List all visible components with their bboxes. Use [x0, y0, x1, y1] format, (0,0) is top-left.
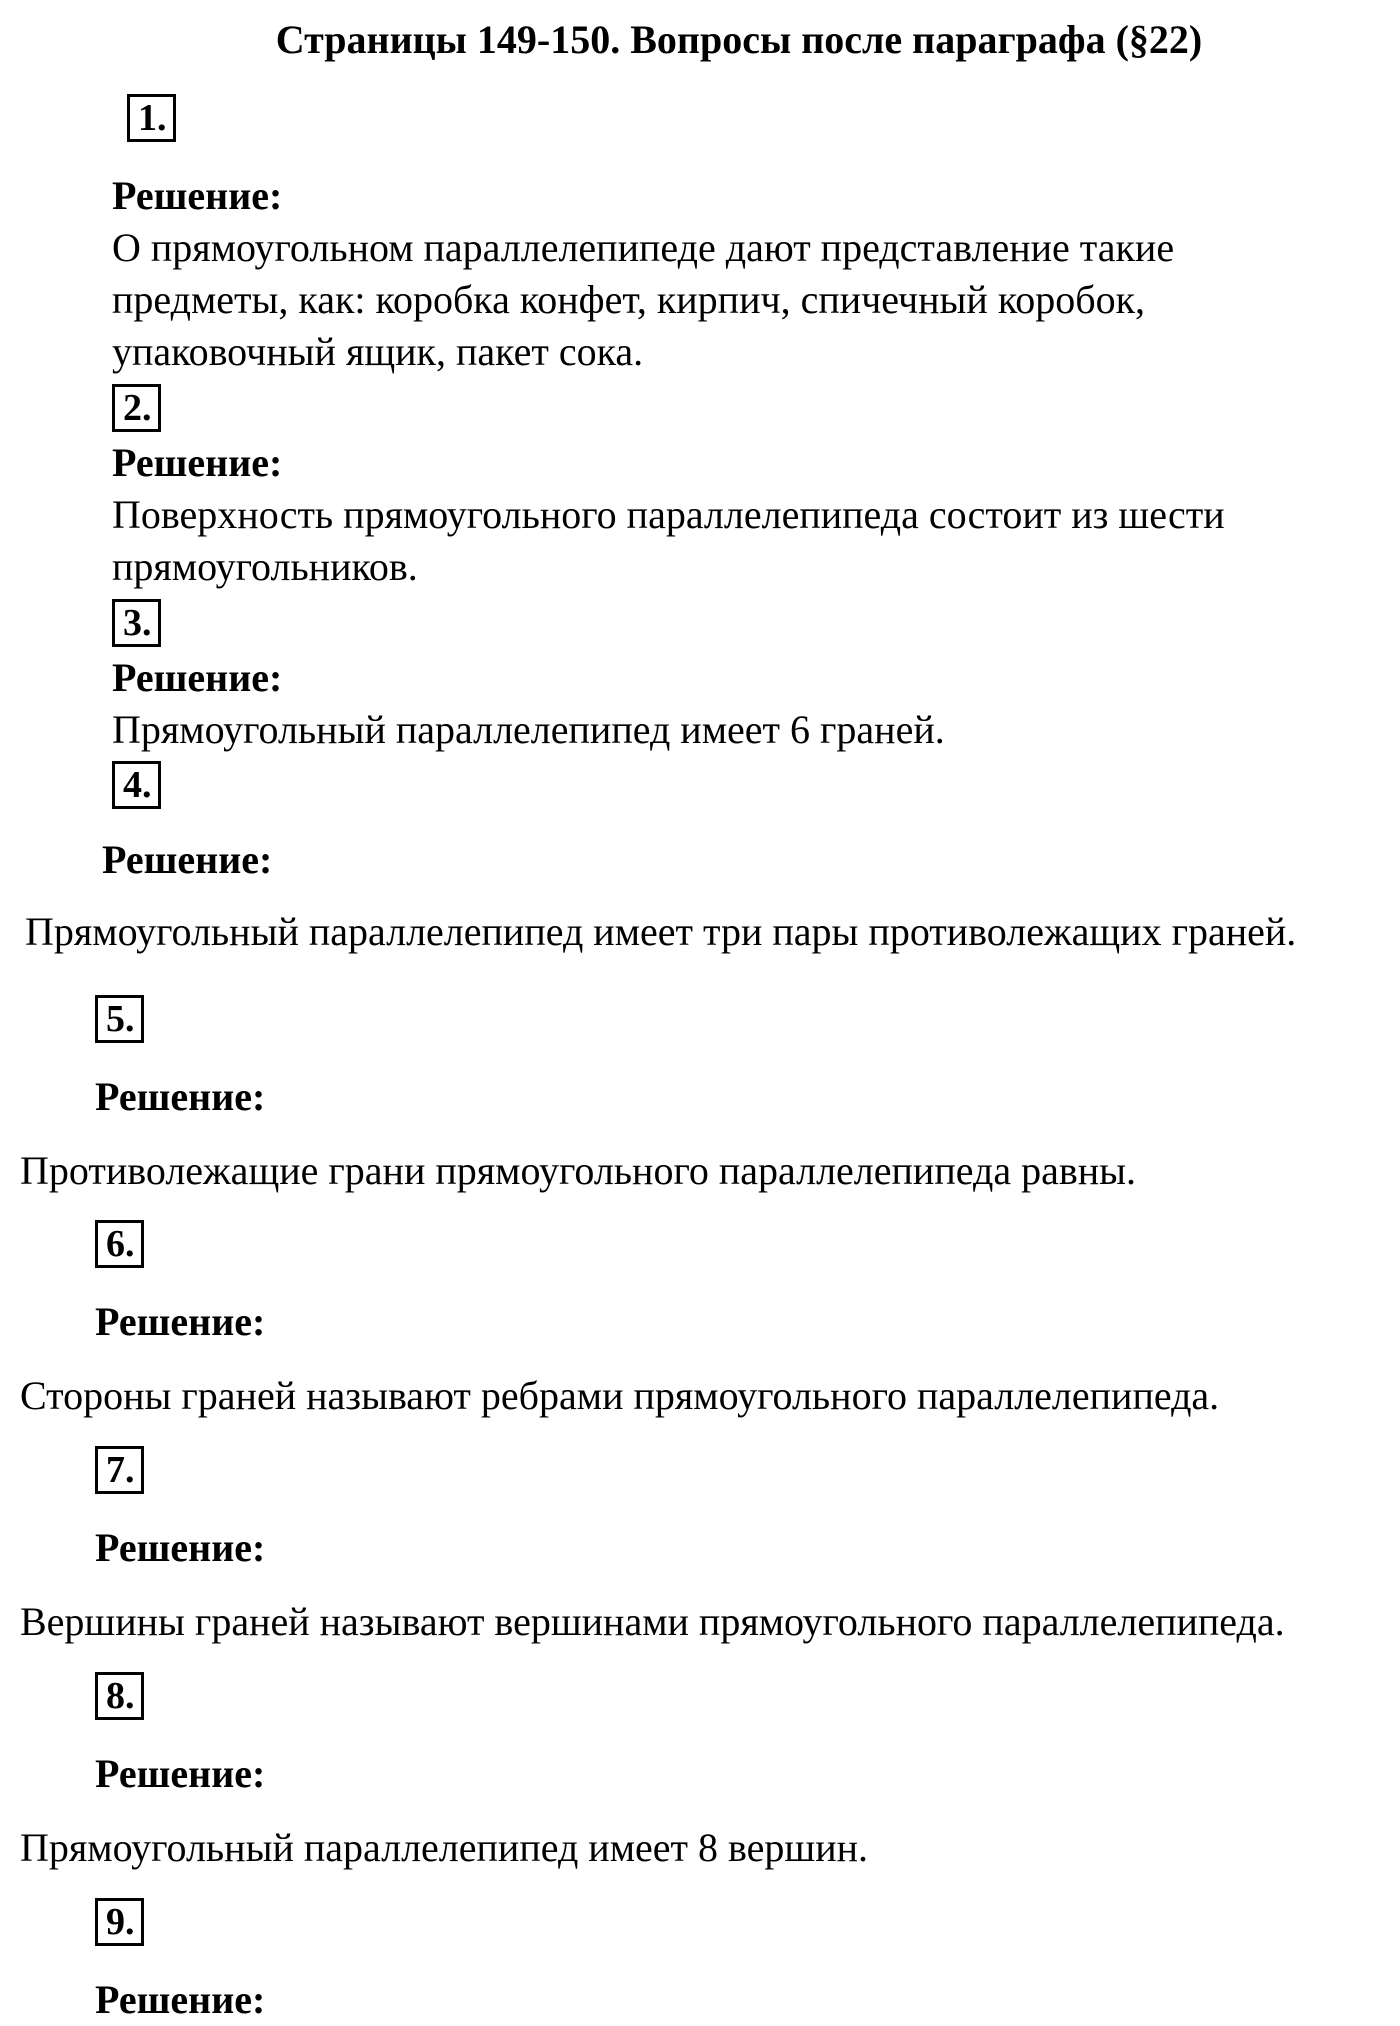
answer-4-line-1: Прямоугольный параллелепипед имеет три пары противолежащих граней.	[25, 909, 1297, 954]
answer-1-line-1: О прямоугольном параллелепипеде дают представление такие	[112, 225, 1175, 270]
question-number-6: 6.	[95, 1220, 144, 1268]
solution-label-5: Решение:	[95, 1074, 266, 1119]
solution-label-7: Решение:	[95, 1525, 266, 1570]
solution-label-4: Решение:	[102, 837, 273, 882]
question-number-7: 7.	[95, 1446, 144, 1494]
answer-1-line-3: упаковочный ящик, пакет сока.	[112, 329, 644, 374]
answer-5-line-1: Противолежащие грани прямоугольного параллелепипеда равны.	[20, 1148, 1136, 1193]
answer-8-line-1: Прямоугольный параллелепипед имеет 8 вершин.	[20, 1825, 869, 1870]
question-number-5: 5.	[95, 995, 144, 1043]
answer-2-line-1: Поверхность прямоугольного параллелепипеда состоит из шести	[112, 492, 1225, 537]
answer-6-line-1: Стороны граней называют ребрами прямоугольного параллелепипеда.	[20, 1373, 1220, 1418]
answer-2-line-2: прямоугольников.	[112, 544, 418, 589]
solution-label-3: Решение:	[112, 655, 283, 700]
question-number-2: 2.	[112, 384, 161, 432]
question-number-1: 1.	[127, 94, 176, 142]
answer-7-line-1: Вершины граней называют вершинами прямоугольного параллелепипеда.	[20, 1599, 1285, 1644]
solution-label-6: Решение:	[95, 1299, 266, 1344]
page-title: Страницы 149-150. Вопросы после параграфа (§22)	[275, 17, 1203, 62]
solution-label-1: Решение:	[112, 173, 283, 218]
solution-label-9: Решение:	[95, 1977, 266, 2022]
answer-1-line-2: предметы, как: коробка конфет, кирпич, спичечный коробок,	[112, 277, 1146, 322]
answer-3-line-1: Прямоугольный параллелепипед имеет 6 граней.	[112, 707, 945, 752]
question-number-3: 3.	[112, 599, 161, 647]
question-number-4: 4.	[112, 761, 161, 809]
solution-label-8: Решение:	[95, 1751, 266, 1796]
solution-label-2: Решение:	[112, 440, 283, 485]
question-number-9: 9.	[95, 1898, 144, 1946]
question-number-8: 8.	[95, 1672, 144, 1720]
